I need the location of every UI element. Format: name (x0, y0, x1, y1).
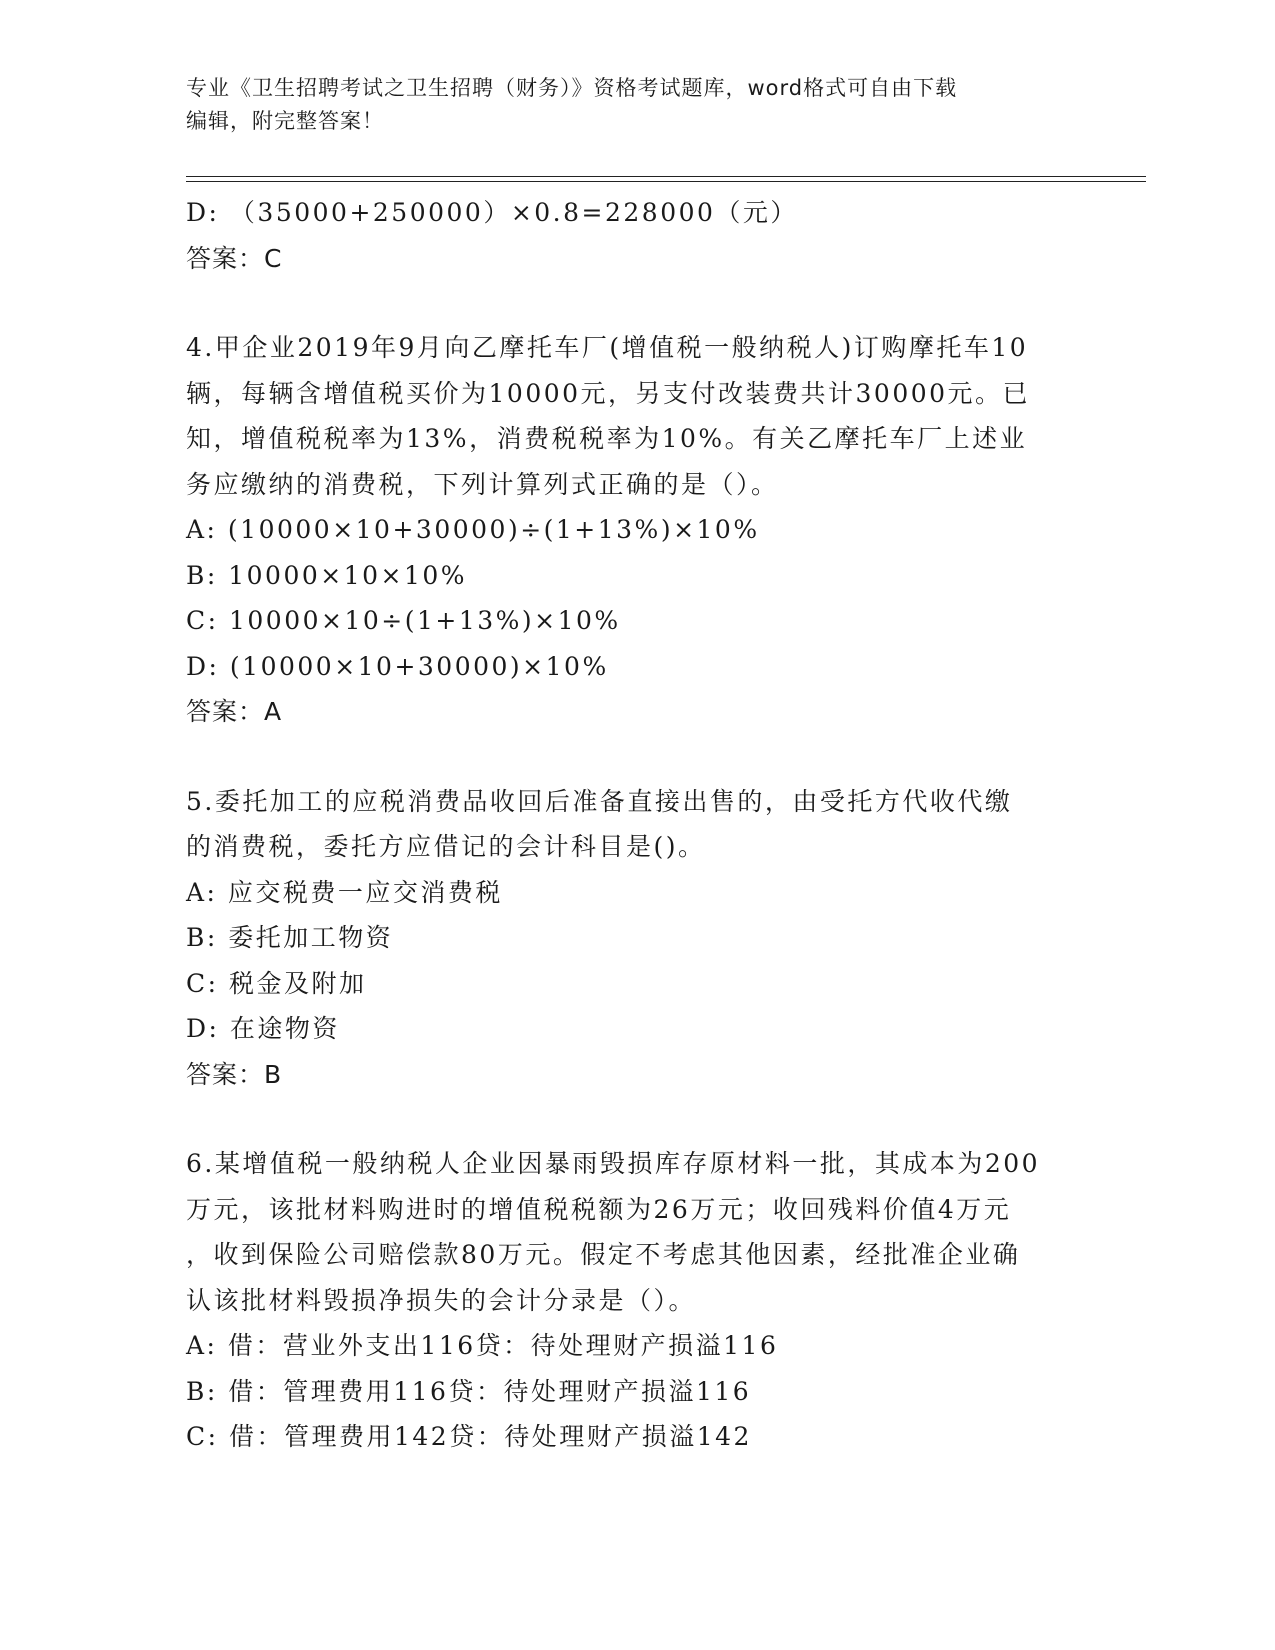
question-stem-line: 认该批材料毁损净损失的会计分录是（）。 (186, 1285, 697, 1315)
header-line-1: 专业《卫生招聘考试之卫生招聘（财务）》资格考试题库，word格式可自由下载 (186, 76, 958, 100)
previous-question-tail (186, 190, 1086, 281)
question-stem-line: 6.某增值税一般纳税人企业因暴雨毁损库存原材料一批，其成本为200 (186, 1149, 1041, 1178)
option-a: A: 应交税费一应交消费税 (186, 877, 503, 907)
option-a: A: (10000×10+30000)÷(1+13%)×10% (186, 515, 760, 544)
question-stem-line: 的消费税，委托方应借记的会计科目是()。 (186, 832, 706, 861)
question-stem-line: 5.委托加工的应税消费品收回后准备直接出售的，由受托方代收代缴 (186, 786, 1013, 816)
option-d: D: 在途物资 (186, 1014, 340, 1043)
question-stem-line: ，收到保险公司赔偿款80万元。假定不考虑其他因素，经批准企业确 (186, 1240, 1021, 1269)
answer: 答案：B (186, 1059, 283, 1089)
document-header (186, 72, 1086, 138)
header-line-2: 编辑，附完整答案！ (186, 109, 384, 133)
spacer (186, 1097, 1086, 1141)
question-stem-line: 万元，该批材料购进时的增值税税额为26万元；收回残料价值4万元 (186, 1194, 1012, 1224)
option-b: B: 10000×10×10% (186, 560, 468, 590)
option-b: B: 借：管理费用116贷：待处理财产损溢116 (186, 1376, 752, 1406)
option-d: D: (10000×10+30000)×10% (186, 651, 609, 681)
answer: 答案：C (186, 243, 283, 273)
header-divider-top (186, 176, 1146, 177)
option-c: C: 10000×10÷(1+13%)×10% (186, 606, 621, 635)
answer: 答案：A (186, 697, 283, 726)
question-stem-line: 知，增值税税率为13%，消费税税率为10%。有关乙摩托车厂上述业 (186, 424, 1028, 453)
question-stem-line: 务应缴纳的消费税，下列计算列式正确的是（）。 (186, 469, 779, 499)
option-b: B: 委托加工物资 (186, 923, 394, 952)
option-c: C: 借：管理费用142贷：待处理财产损溢142 (186, 1422, 752, 1451)
question-6 (186, 1141, 1086, 1460)
header-divider-bottom (186, 181, 1146, 182)
question-stem-line: 辆，每辆含增值税买价为10000元，另支付改装费共计30000元。已 (186, 378, 1031, 408)
spacer (186, 281, 1086, 325)
option-c: C: 税金及附加 (186, 968, 367, 998)
document-body (186, 190, 1086, 1460)
question-stem-line: 4.甲企业2019年9月向乙摩托车厂(增值税一般纳税人)订购摩托车10 (186, 333, 1029, 362)
question-4 (186, 325, 1086, 735)
option-a: A: 借：营业外支出116贷：待处理财产损溢116 (186, 1331, 779, 1360)
spacer (186, 735, 1086, 779)
question-5 (186, 779, 1086, 1098)
option-d: D: （35000+250000）×0.8=228000（元） (186, 198, 798, 227)
